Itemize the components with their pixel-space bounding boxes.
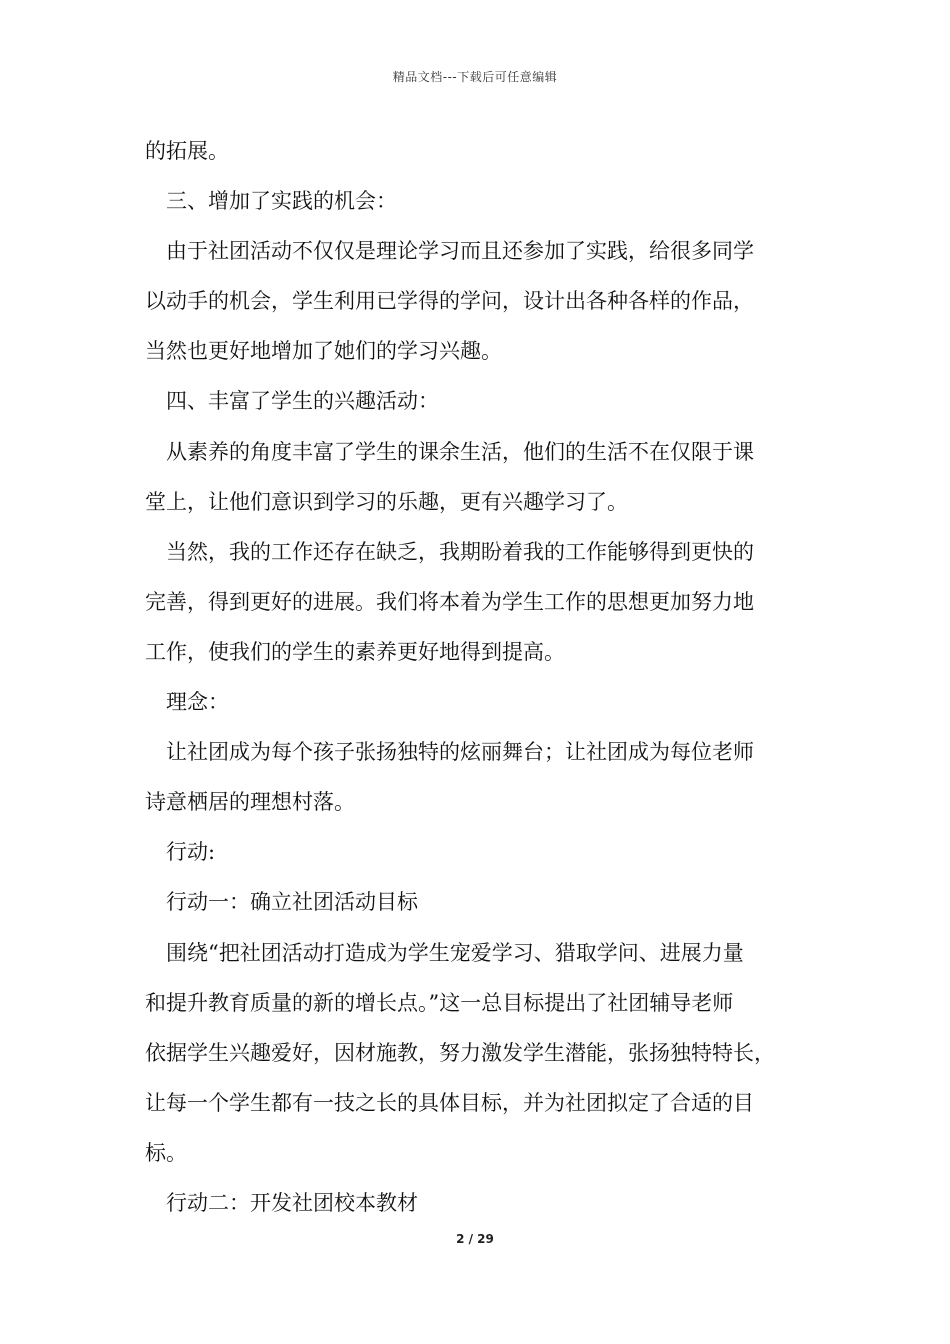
text-line-18: 和提升教育质量的新的增长点。”这一总目标提出了社团辅导老师 [145, 990, 734, 1015]
text-line-7: 从素养的角度丰富了学生的课余生活，他们的生活不在仅限于课 [166, 439, 754, 464]
text-line-5: 当然也更好地增加了她们的学习兴趣。 [145, 339, 502, 364]
text-line-3: 由于社团活动不仅仅是理论学习而且还参加了实践，给很多同学 [166, 239, 754, 264]
text-line-21: 标。 [145, 1140, 187, 1165]
concept-heading: 理念： [166, 690, 229, 715]
text-line-9: 当然，我的工作还存在缺乏，我期盼着我的工作能够得到更快的 [166, 539, 754, 564]
text-line-13: 让社团成为每个孩子张扬独特的炫丽舞台；让社团成为每位老师 [166, 740, 754, 765]
text-line-1: 的拓展。 [145, 139, 229, 163]
action-one-heading: 行动一：确立社团活动目标 [166, 890, 418, 915]
text-line-8: 堂上，让他们意识到学习的乐趣，更有兴趣学习了。 [145, 489, 628, 514]
page-header: 精品文档---下载后可任意编辑 [392, 70, 558, 84]
page-number: 2 / 29 [456, 1232, 494, 1246]
action-heading: 行动: [166, 840, 216, 865]
section-heading-4: 四、丰富了学生的兴趣活动： [166, 389, 439, 414]
document-body [145, 126, 825, 1228]
section-heading-3: 三、增加了实践的机会： [166, 189, 397, 214]
text-line-19: 依据学生兴趣爱好，因材施教，努力激发学生潜能，张扬独特特长， [145, 1040, 775, 1065]
text-line-14: 诗意栖居的理想村落。 [145, 790, 355, 815]
text-line-11: 工作，使我们的学生的素养更好地得到提高。 [145, 639, 565, 664]
text-line-20: 让每一个学生都有一技之长的具体目标，并为社团拟定了合适的目 [145, 1090, 754, 1115]
text-line-10: 完善，得到更好的进展。我们将本着为学生工作的思想更加努力地 [145, 589, 754, 614]
text-line-4: 以动手的机会，学生利用已学得的学问，设计出各种各样的作品， [145, 289, 754, 314]
action-two-heading: 行动二：开发社团校本教材 [166, 1190, 418, 1215]
text-line-17: 围绕“把社团活动打造成为学生宠爱学习、猎取学问、进展力量 [166, 940, 744, 965]
